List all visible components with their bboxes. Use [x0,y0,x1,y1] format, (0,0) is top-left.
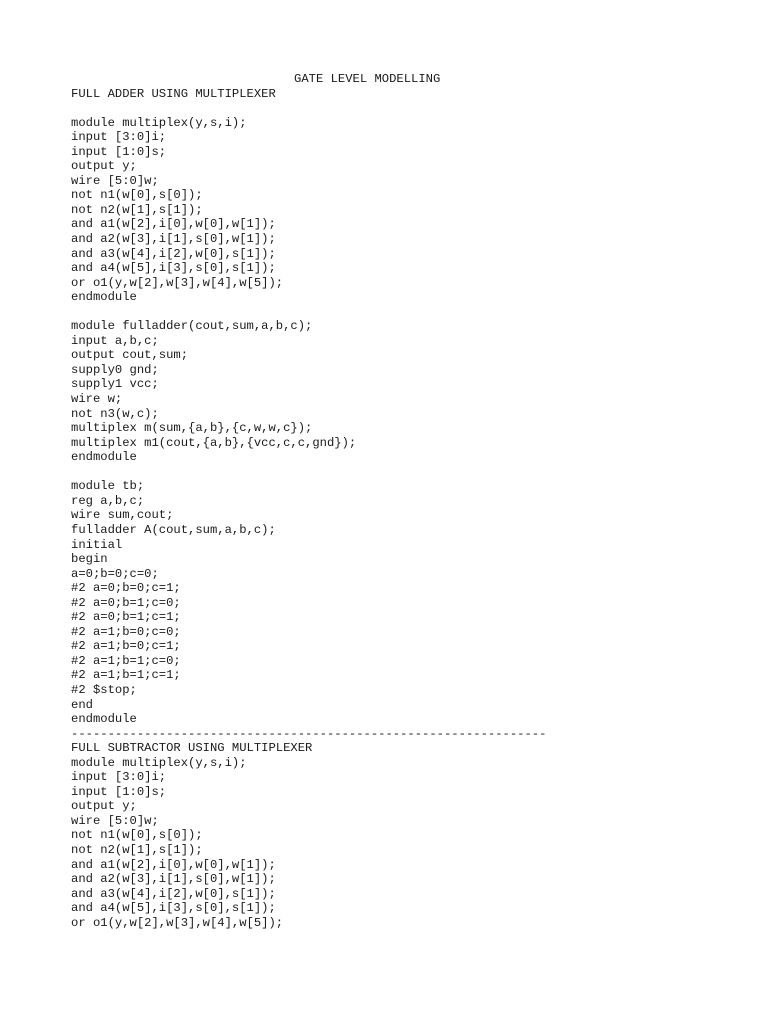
code-line: #2 a=0;b=1;c=0; [71,595,181,610]
code-line: wire [5:0]w; [71,173,159,188]
document-title: GATE LEVEL MODELLING [294,72,441,86]
code-line: not n1(w[0],s[0]); [71,828,203,843]
code-line: endmodule [71,712,137,727]
code-block-full-subtractor [71,756,751,931]
code-line: #2 a=1;b=1;c=1; [71,668,181,683]
code-line: a=0;b=0;c=0; [71,566,159,581]
code-line: #2 a=0;b=0;c=1; [71,581,181,596]
code-line: or o1(y,w[2],w[3],w[4],w[5]); [71,275,284,290]
code-line: reg a,b,c; [71,493,145,508]
code-line: input [1:0]s; [71,144,167,159]
code-line: supply1 vcc; [71,377,159,392]
code-line: endmodule [71,450,137,465]
code-line: #2 $stop; [71,682,137,697]
code-line: output y; [71,159,137,174]
code-line: module tb; [71,479,145,494]
code-line: and a4(w[5],i[3],s[0],s[1]); [71,901,276,916]
code-line: end [71,697,93,712]
code-line: and a2(w[3],i[1],s[0],w[1]); [71,872,276,887]
code-line: #2 a=1;b=1;c=0; [71,653,181,668]
code-line: and a1(w[2],i[0],w[0],w[1]); [71,217,276,232]
code-line: multiplex m1(cout,{a,b},{vcc,c,c,gnd}); [71,435,357,450]
code-line: #2 a=1;b=0;c=1; [71,639,181,654]
code-line: and a3(w[4],i[2],w[0],s[1]); [71,886,276,901]
code-line: fulladder A(cout,sum,a,b,c); [71,522,276,537]
code-line [71,305,751,320]
code-line: input [3:0]i; [71,770,167,785]
code-line: and a1(w[2],i[0],w[0],w[1]); [71,857,276,872]
code-line: input [1:0]s; [71,784,167,799]
document-body [71,72,751,930]
code-line: not n2(w[1],s[1]); [71,842,203,857]
code-line: #2 a=0;b=1;c=1; [71,610,181,625]
code-line: input a,b,c; [71,333,159,348]
code-block-full-adder [71,101,751,727]
code-line: supply0 gnd; [71,362,159,377]
code-line [71,465,751,480]
code-line: or o1(y,w[2],w[3],w[4],w[5]); [71,915,284,930]
section-heading-full-subtractor: FULL SUBTRACTOR USING MULTIPLEXER [71,741,313,756]
code-line: wire sum,cout; [71,508,174,523]
code-line: and a2(w[3],i[1],s[0],w[1]); [71,232,276,247]
code-line: output y; [71,799,137,814]
code-line: not n1(w[0],s[0]); [71,188,203,203]
code-line: endmodule [71,290,137,305]
code-line: module multiplex(y,s,i); [71,755,247,770]
code-line: module fulladder(cout,sum,a,b,c); [71,319,313,334]
code-line: input [3:0]i; [71,130,167,145]
code-line: and a4(w[5],i[3],s[0],s[1]); [71,261,276,276]
code-line: wire [5:0]w; [71,813,159,828]
section-separator: ----------------------------------------------------------------- [71,726,547,741]
code-line: wire w; [71,392,123,407]
code-line: not n2(w[1],s[1]); [71,202,203,217]
code-line: initial [71,537,123,552]
code-line: #2 a=1;b=0;c=0; [71,624,181,639]
code-line: multiplex m(sum,{a,b},{c,w,w,c}); [71,421,313,436]
code-line: begin [71,552,108,567]
code-line [71,101,751,116]
code-line: output cout,sum; [71,348,189,363]
code-line: not n3(w,c); [71,406,159,421]
code-line: module multiplex(y,s,i); [71,115,247,130]
code-line: and a3(w[4],i[2],w[0],s[1]); [71,246,276,261]
section-heading-full-adder: FULL ADDER USING MULTIPLEXER [71,86,276,101]
